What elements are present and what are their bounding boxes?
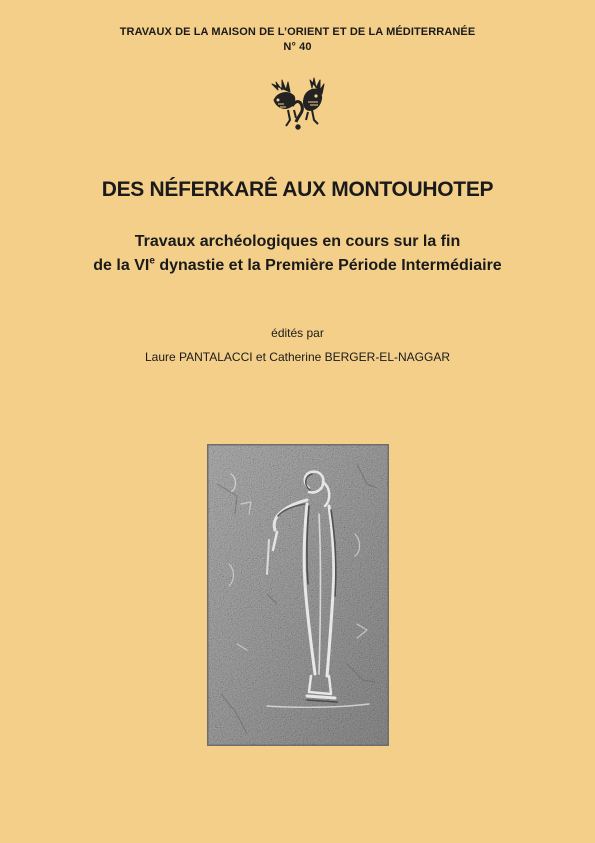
subtitle-line-1: Travaux archéologiques en cours sur la fin: [134, 233, 461, 250]
cover-stela-image: [207, 444, 389, 746]
editors-names: Laure PANTALACCI et Catherine BERGER-EL-NAGGAR: [145, 350, 450, 364]
edited-by-label: édités par: [271, 326, 324, 340]
publisher-emblem-icon: [268, 70, 330, 132]
subtitle-line-2: de la VIe dynastie et la Première Période Intermédiaire: [93, 255, 502, 274]
series-number: N° 40: [283, 41, 312, 53]
stela-relief-illustration: [207, 444, 389, 746]
book-title: DES NÉFERKARÊ AUX MONTOUHOTEP: [101, 178, 494, 201]
book-subtitle: [0, 230, 595, 278]
series-header: [0, 25, 595, 55]
series-name: TRAVAUX DE LA MAISON DE L’ORIENT ET DE LA MÉDITERRANÉE: [119, 26, 476, 38]
